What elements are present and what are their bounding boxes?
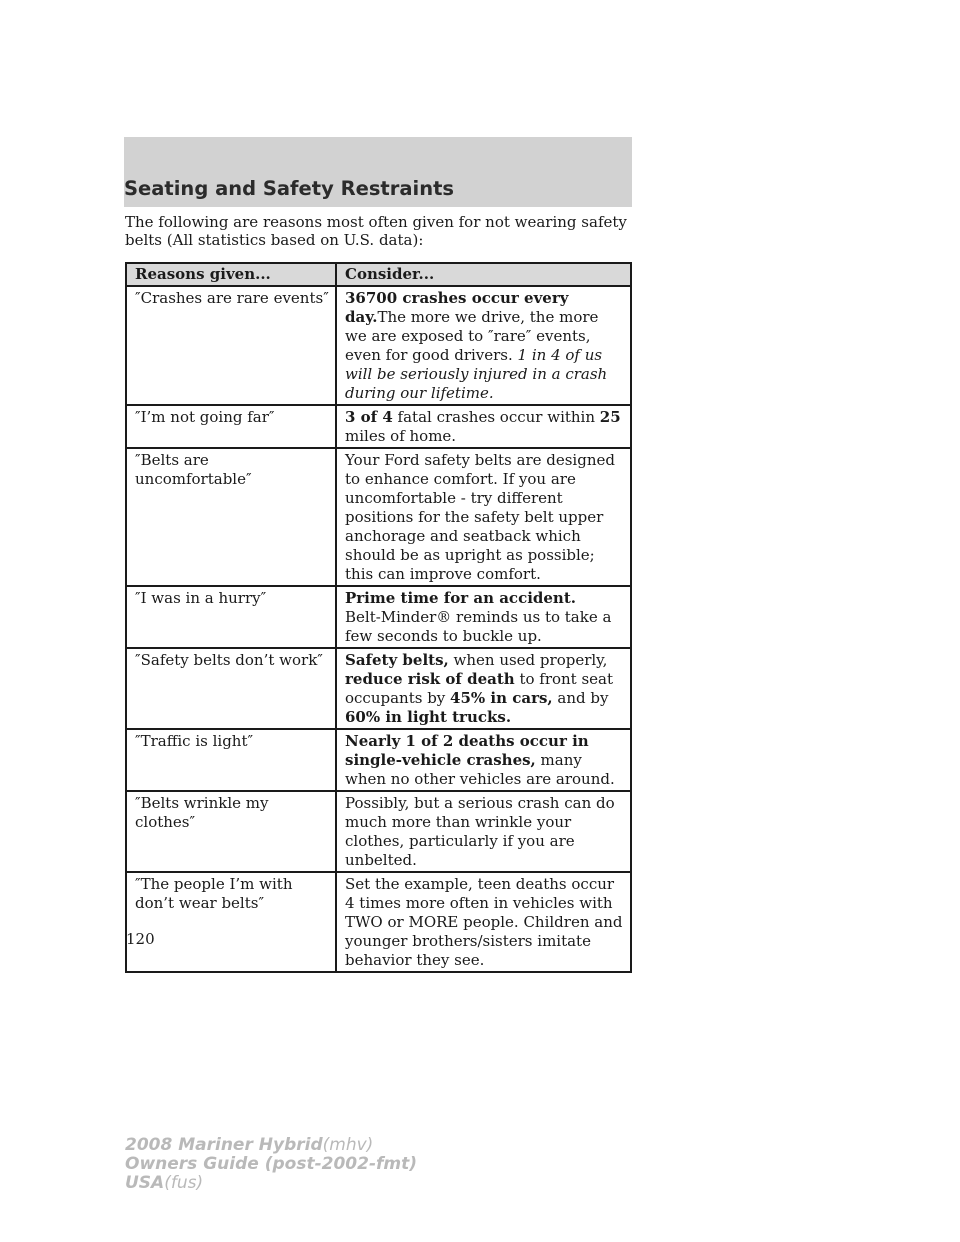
consider-text: 1 in 4 of us will be seriously injured in a crash during our lifetime. [345, 346, 608, 402]
consider-cell [336, 405, 631, 448]
consider-text: 60% in light trucks. [345, 708, 512, 726]
table-row [126, 648, 631, 729]
table-row [126, 448, 631, 586]
consider-text: Set the example, teen deaths occur 4 times more often in vehicles with TWO or MORE people. Children and younger brothers/sisters imitate behavior they see. [345, 875, 623, 969]
footer-line-1 [125, 1136, 417, 1155]
consider-cell [336, 286, 631, 405]
footer-market: USA [125, 1173, 165, 1193]
table-row [126, 586, 631, 648]
consider-cell [336, 648, 631, 729]
section-title: Seating and Safety Restraints [124, 177, 455, 200]
footer-model-code: (mhv) [322, 1135, 374, 1155]
consider-text: 25 [599, 408, 621, 426]
table-row [126, 791, 631, 872]
consider-text: fatal crashes occur within [392, 408, 600, 426]
consider-text: many when no other vehicles are around. [345, 751, 615, 788]
reason-cell: ″Traffic is light″ [126, 729, 336, 791]
consider-text: Your Ford safety belts are designed to enhance comfort. If you are uncomfortable - try different positions for the safety belt upper anchorage and seatback which should be as upright as possible; this can improve comfort. [345, 451, 615, 583]
reason-cell: ″The people I’m with don’t wear belts″ [126, 872, 336, 972]
consider-cell [336, 586, 631, 648]
reason-cell: ″I was in a hurry″ [126, 586, 336, 648]
intro-paragraph: The following are reasons most often given for not wearing safety belts (All statistics based on U.S. data): [125, 213, 627, 249]
consider-text: Possibly, but a serious crash can do much more than wrinkle your clothes, particularly if you are unbelted. [345, 794, 615, 869]
column-header-reasons: Reasons given... [126, 263, 336, 286]
reason-cell: ″Safety belts don’t work″ [126, 648, 336, 729]
reason-cell: ″Crashes are rare events″ [126, 286, 336, 405]
table-row [126, 872, 631, 972]
consider-text: miles of home. [345, 427, 457, 445]
footer-guide: Owners Guide (post-2002-fmt) [125, 1154, 418, 1174]
table-row [126, 286, 631, 405]
footer-line-3 [125, 1174, 417, 1193]
reasons-table [125, 262, 632, 973]
consider-text: 3 of 4 [345, 408, 393, 426]
consider-cell [336, 791, 631, 872]
table-row [126, 729, 631, 791]
consider-text: and by [552, 689, 609, 707]
reason-cell: ″Belts are uncomfortable″ [126, 448, 336, 586]
consider-text: 36700 crashes occur every day. [345, 289, 569, 326]
consider-text: reduce risk of death [345, 670, 515, 688]
reason-cell: ″Belts wrinkle my clothes″ [126, 791, 336, 872]
consider-cell [336, 729, 631, 791]
footer-line-2 [125, 1155, 417, 1174]
footer-model: 2008 Mariner Hybrid [125, 1135, 323, 1155]
consider-text: Prime time for an accident. [345, 589, 576, 607]
consider-text: The more we drive, the more we are exposed to ″rare″ events, even for good drivers. [345, 308, 599, 364]
consider-cell [336, 448, 631, 586]
table-header-row [126, 263, 631, 286]
consider-text: Safety belts, [345, 651, 449, 669]
consider-cell [336, 872, 631, 972]
consider-text: Nearly 1 of 2 deaths occur in single-vehicle crashes, [345, 732, 589, 769]
consider-text: 45% in cars, [450, 689, 553, 707]
table-body [126, 286, 631, 972]
consider-text: to front seat occupants by [345, 670, 614, 707]
footer-market-code: (fus) [164, 1173, 204, 1193]
page-number: 120 [126, 930, 155, 948]
column-header-consider: Consider... [336, 263, 631, 286]
reason-cell: ″I’m not going far″ [126, 405, 336, 448]
consider-text: when used properly, [448, 651, 608, 669]
document-footer [125, 1136, 417, 1193]
table-row [126, 405, 631, 448]
consider-text: Belt-Minder® reminds us to take a few seconds to buckle up. [345, 608, 612, 645]
